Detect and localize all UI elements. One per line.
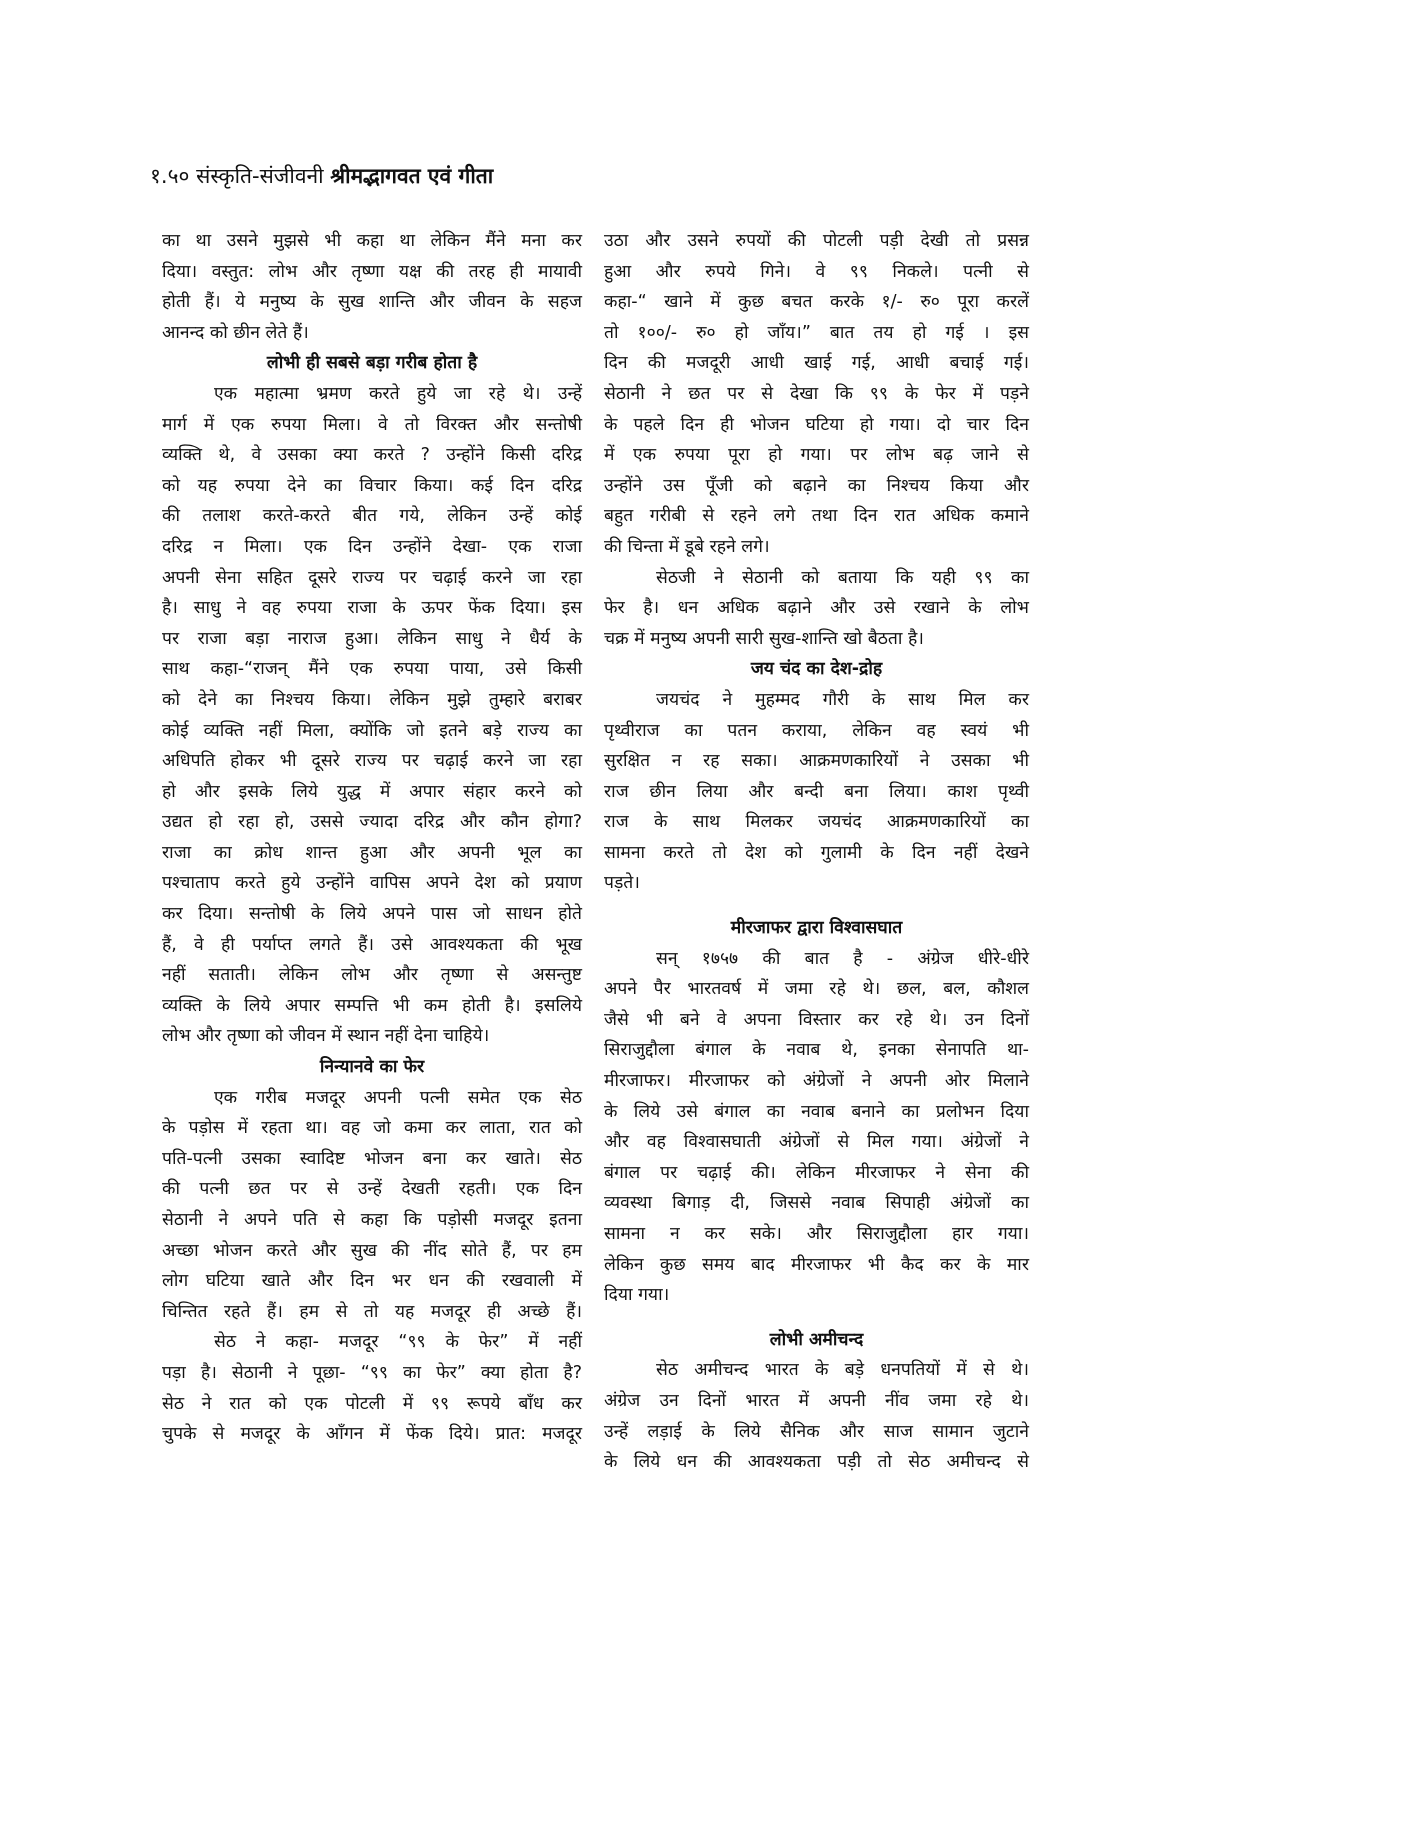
text-line: उन्होंने उस पूँजी को बढ़ाने का निश्चय किया और	[604, 475, 1029, 496]
paragraph-first-line: जयचंद ने मुहम्मद गौरी के साथ मिल कर	[656, 689, 1029, 710]
text-line: में एक रुपया पूरा हो गया। पर लोभ बढ़ जाने से	[604, 445, 1029, 466]
text-line: अधिपति होकर भी दूसरे राज्य पर चढ़ाई करने जा रहा	[162, 751, 582, 772]
text-line: हैं, वे ही पर्याप्त लगते हैं। उसे आवश्यकता की भूख	[162, 934, 582, 955]
text-line: उद्यत हो रहा हो, उससे ज्यादा दरिद्र और कौन होगा?	[162, 812, 582, 833]
page-number: १.५०	[150, 164, 190, 188]
text-line: की चिन्ता में डूबे रहने लगे।	[604, 536, 770, 557]
text-line: सेठ ने रात को एक पोटली में ९९ रूपये बाँध कर	[162, 1393, 582, 1414]
section-heading: लोभी ही सबसे बड़ा गरीब होता है	[266, 353, 478, 374]
paragraph-first-line: सेठ ने कहा- मजदूर “९९ के फेर” में नहीं	[214, 1332, 582, 1353]
right-column	[604, 226, 1029, 1478]
text-line: के पहले दिन ही भोजन घटिया हो गया। दो चार दिन	[604, 414, 1029, 435]
text-line: कहा-“ खाने में कुछ बचत करके १/- रु० पूरा करलें	[604, 292, 1029, 313]
text-line: के लिये उसे बंगाल का नवाब बनाने का प्रलोभन दिया	[604, 1101, 1029, 1122]
section-heading: निन्यानवे का फेर	[319, 1057, 425, 1078]
text-line: उठा और उसने रुपयों की पोटली पड़ी देखी तो प्रसन्न	[604, 231, 1029, 251]
text-line: लेकिन कुछ समय बाद मीरजाफर भी कैद कर के मार	[604, 1254, 1029, 1275]
text-line: को देने का निश्चय किया। लेकिन मुझे तुम्हारे बराबर	[162, 689, 582, 710]
section-heading: मीरजाफर द्वारा विश्वासघात	[730, 918, 903, 939]
paragraph-gap	[604, 1311, 1029, 1325]
text-line: व्यक्ति थे, वे उसका क्या करते ? उन्होंने किसी दरिद्र	[162, 445, 582, 466]
text-line: सेठानी ने अपने पति से कहा कि पड़ोसी मजदूर इतना	[162, 1210, 582, 1230]
text-line: पश्चाताप करते हुये उन्होंने वापिस अपने देश को प्रयाण	[162, 873, 582, 894]
text-line: लोभ और तृष्णा को जीवन में स्थान नहीं देना चाहिये।	[162, 1026, 490, 1047]
text-line: मीरजाफर। मीरजाफर को अंग्रेजों ने अपनी ओर मिलाने	[604, 1071, 1029, 1092]
text-line: फेर है। धन अधिक बढ़ाने और उसे रखाने के लोभ	[604, 598, 1029, 619]
text-line: राजा का क्रोध शान्त हुआ और अपनी भूल का	[162, 842, 582, 863]
paragraph-first-line: सेठजी ने सेठानी को बताया कि यही ९९ का	[656, 567, 1029, 588]
section-heading: लोभी अमीचन्द	[769, 1329, 864, 1350]
text-line: चिन्तित रहते हैं। हम से तो यह मजदूर ही अच्छे हैं।	[162, 1301, 582, 1322]
text-line: के पड़ोस में रहता था। वह जो कमा कर लाता, रात को	[162, 1118, 582, 1139]
paragraph-first-line: एक गरीब मजदूर अपनी पत्नी समेत एक सेठ	[214, 1087, 582, 1108]
text-line: दिया गया।	[604, 1285, 670, 1306]
text-line: व्यक्ति के लिये अपार सम्पत्ति भी कम होती है। इसलिये	[162, 995, 582, 1016]
text-line: अंग्रेज उन दिनों भारत में अपनी नींव जमा रहे थे।	[604, 1390, 1029, 1411]
left-column	[162, 226, 582, 1450]
text-line: के लिये धन की आवश्यकता पड़ी तो सेठ अमीचन्द से	[604, 1452, 1029, 1473]
text-line: सामना न कर सके। और सिराजुद्दौला हार गया।	[604, 1224, 1029, 1244]
text-line: का था उसने मुझसे भी कहा था लेकिन मैंने मना कर	[162, 231, 582, 251]
text-line: और वह विश्वासघाती अंग्रेजों से मिल गया। अंग्रेजों ने	[604, 1132, 1029, 1153]
text-line: चुपके से मजदूर के आँगन में फेंक दिये। प्रात: मजदूर	[162, 1424, 582, 1445]
section-heading: जय चंद का देश-द्रोह	[750, 659, 883, 680]
text-line: राज के साथ मिलकर जयचंद आक्रमणकारियों का	[604, 812, 1029, 833]
text-line: की तलाश करते-करते बीत गये, लेकिन उन्हें कोई	[162, 506, 582, 527]
text-line: नहीं सताती। लेकिन लोभ और तृष्णा से असन्तुष्ट	[162, 965, 582, 986]
text-line: पर राजा बड़ा नाराज हुआ। लेकिन साधु ने धैर्य के	[162, 628, 582, 649]
text-line: राज छीन लिया और बन्दी बना लिया। काश पृथ्वी	[604, 781, 1029, 802]
text-line: अच्छा भोजन करते और सुख की नींद सोते हैं, पर हम	[162, 1240, 582, 1261]
text-line: व्यवस्था बिगाड़ दी, जिससे नवाब सिपाही अंग्रेजों का	[604, 1193, 1029, 1214]
text-line: हुआ और रुपये गिने। वे ९९ निकले। पत्नी से	[604, 261, 1029, 282]
paragraph-gap	[604, 899, 1029, 913]
text-line: सामना करते तो देश को गुलामी के दिन नहीं देखने	[604, 842, 1029, 863]
text-line: की पत्नी छत पर से उन्हें देखती रहती। एक दिन	[162, 1179, 582, 1200]
text-line: पृथ्वीराज का पतन कराया, लेकिन वह स्वयं भी	[604, 720, 1029, 741]
page-header	[150, 162, 493, 190]
text-line: दिन की मजदूरी आधी खाई गई, आधी बचाई गई।	[604, 353, 1029, 374]
text-line: पड़ा है। सेठानी ने पूछा- “९९ का फेर” क्या होता है?	[162, 1362, 582, 1383]
paragraph-first-line: एक महात्मा भ्रमण करते हुये जा रहे थे। उन्हें	[214, 383, 582, 404]
text-line: साथ कहा-“राजन् मैंने एक रुपया पाया, उसे किसी	[162, 659, 582, 680]
text-line: मार्ग में एक रुपया मिला। वे तो विरक्त और सन्तोषी	[162, 414, 582, 435]
text-line: बहुत गरीबी से रहने लगे तथा दिन रात अधिक कमाने	[604, 506, 1029, 527]
text-line: अपने पैर भारतवर्ष में जमा रहे थे। छल, बल, कौशल	[604, 979, 1029, 1000]
text-line: पड़ते।	[604, 873, 640, 894]
text-line: सुरक्षित न रह सका। आक्रमणकारियों ने उसका भी	[604, 751, 1029, 772]
text-line: होती हैं। ये मनुष्य के सुख शान्ति और जीवन के सहज	[162, 292, 582, 313]
text-line: हो और इसके लिये युद्ध में अपार संहार करने को	[162, 781, 582, 802]
text-line: तो १००/- रु० हो जाँय।” बात तय हो गई । इस	[604, 322, 1029, 343]
text-line: सेठानी ने छत पर से देखा कि ९९ के फेर में पड़ने	[604, 383, 1029, 404]
book-title: संस्कृति-संजीवनी	[196, 164, 324, 188]
text-line: आनन्द को छीन लेते हैं।	[162, 322, 309, 343]
text-line: सिराजुद्दौला बंगाल के नवाब थे, इनका सेनापति था-	[604, 1040, 1029, 1061]
text-line: चक्र में मनुष्य अपनी सारी सुख-शान्ति खो बैठता है।	[604, 628, 924, 649]
text-line: बंगाल पर चढ़ाई की। लेकिन मीरजाफर ने सेना की	[604, 1162, 1029, 1183]
text-line: जैसे भी बने वे अपना विस्तार कर रहे थे। उन दिनों	[604, 1009, 1029, 1030]
text-line: को यह रुपया देने का विचार किया। कई दिन दरिद्र	[162, 475, 582, 496]
text-line: है। साधु ने वह रुपया राजा के ऊपर फेंक दिया। इस	[162, 598, 582, 619]
text-line: उन्हें लड़ाई के लिये सैनिक और साज सामान जुटाने	[604, 1421, 1029, 1442]
text-line: दरिद्र न मिला। एक दिन उन्होंने देखा- एक राजा	[162, 536, 582, 557]
text-line: पति-पत्नी उसका स्वादिष्ट भोजन बना कर खाते। सेठ	[162, 1148, 582, 1169]
text-line: अपनी सेना सहित दूसरे राज्य पर चढ़ाई करने जा रहा	[162, 567, 582, 588]
paragraph-first-line: सेठ अमीचन्द भारत के बड़े धनपतियों में से थे।	[656, 1360, 1029, 1381]
text-line: लोग घटिया खाते और दिन भर धन की रखवाली में	[162, 1271, 582, 1292]
paragraph-first-line: सन् १७५७ की बात है - अंग्रेज धीरे-धीरे	[656, 948, 1029, 969]
book-subtitle: श्रीमद्भागवत एवं गीता	[330, 164, 494, 188]
text-line: कोई व्यक्ति नहीं मिला, क्योंकि जो इतने बड़े राज्य का	[162, 720, 582, 741]
text-line: दिया। वस्तुत: लोभ और तृष्णा यक्ष की तरह ही मायावी	[162, 261, 582, 282]
text-line: कर दिया। सन्तोषी के लिये अपने पास जो साधन होते	[162, 904, 582, 925]
